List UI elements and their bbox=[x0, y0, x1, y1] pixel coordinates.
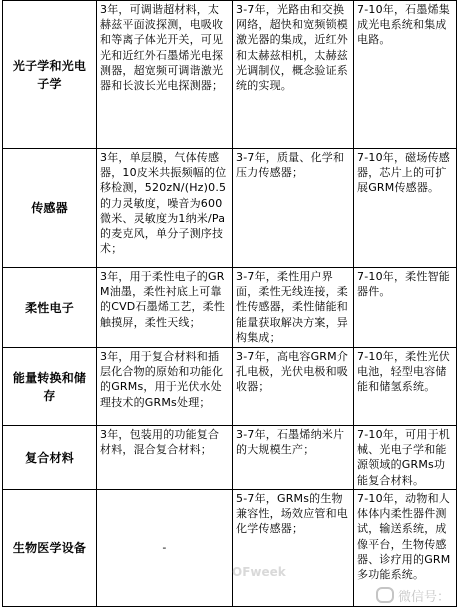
category-cell: 光子学和光电子学 bbox=[3, 1, 97, 149]
category-cell: 生物医学设备 bbox=[3, 490, 97, 607]
long-term-cell: 7-10年，可用于机械、光电子学和能源领域的GRMs功能复合材料。 bbox=[354, 426, 457, 490]
wechat-icon bbox=[376, 587, 394, 603]
medium-term-cell: 3-7年，光路由和交换网络，超快和宽频锁模激光器的集成，近红外和太赫兹相机，太赫兹光调制仪，概念验证系统的实现。 bbox=[233, 1, 354, 149]
long-term-cell: 7-10年，石墨烯集成光电系统和集成电路。 bbox=[354, 1, 457, 149]
short-term-cell: 3年，单层膜，气体传感器，10皮米共振频幅的位移检测，520zN/(Hz)0.5的力灵敏度，噪音为600微米、灵敏度为1纳米/Pa的麦克风，单分子测序技术； bbox=[97, 149, 233, 268]
table-row bbox=[3, 268, 457, 348]
watermark bbox=[376, 586, 450, 605]
short-term-cell: 3年，用于复合材料和插层化合物的原始和功能化的GRMs，用于光伏水处理技术的GRMs处理； bbox=[97, 348, 233, 426]
medium-term-cell: 3-7年，石墨烯纳米片的大规模生产； bbox=[233, 426, 354, 490]
long-term-cell: 7-10年，柔性光伏电池，轻型电容储能和储氢系统。 bbox=[354, 348, 457, 426]
category-cell: 传感器 bbox=[3, 149, 97, 268]
short-term-cell: 3年，可调谐超材料，太赫兹平面波探测，电吸收和等离子体光开关，可见光和近红外石墨烯光电探测器，超宽频可调谐激光器和长波长光电探测器； bbox=[97, 1, 233, 149]
short-term-cell: 3年，用于柔性电子的GRM油墨，柔性衬底上可靠的CVD石墨烯工艺，柔性触摸屏，柔性天线； bbox=[97, 268, 233, 348]
table-row bbox=[3, 1, 457, 149]
category-cell: 能量转换和储存 bbox=[3, 348, 97, 426]
watermark-logo: OFweek bbox=[232, 565, 286, 579]
table-row bbox=[3, 348, 457, 426]
category-cell: 复合材料 bbox=[3, 426, 97, 490]
table-row bbox=[3, 149, 457, 268]
watermark-text: 微信号： bbox=[397, 590, 450, 605]
medium-term-cell: 3-7年，高电容GRM介孔电极，光伏电极和吸收器； bbox=[233, 348, 354, 426]
long-term-cell: 7-10年，柔性智能器件。 bbox=[354, 268, 457, 348]
short-term-cell: 3年，包装用的功能复合材料，混合复合材料； bbox=[97, 426, 233, 490]
medium-term-cell: 5-7年，GRMs的生物兼容性，场效应管和电化学传感器； bbox=[233, 490, 354, 607]
category-cell: 柔性电子 bbox=[3, 268, 97, 348]
medium-term-cell: 3-7年，柔性用户界面，柔性无线连接，柔性传感器，柔性储能和能量获取解决方案，异构集成； bbox=[233, 268, 354, 348]
table-row bbox=[3, 426, 457, 490]
graphene-roadmap-table bbox=[2, 0, 457, 607]
long-term-cell: 7-10年，动物和人体体内柔性器件测试，输送系统，成像平台，生物传感器、诊疗用的GRM多功能系统。 bbox=[354, 490, 457, 607]
short-term-cell: - bbox=[97, 490, 233, 607]
long-term-cell: 7-10年，磁场传感器，芯片上的可扩展GRM传感器。 bbox=[354, 149, 457, 268]
medium-term-cell: 3-7年，质量、化学和压力传感器； bbox=[233, 149, 354, 268]
